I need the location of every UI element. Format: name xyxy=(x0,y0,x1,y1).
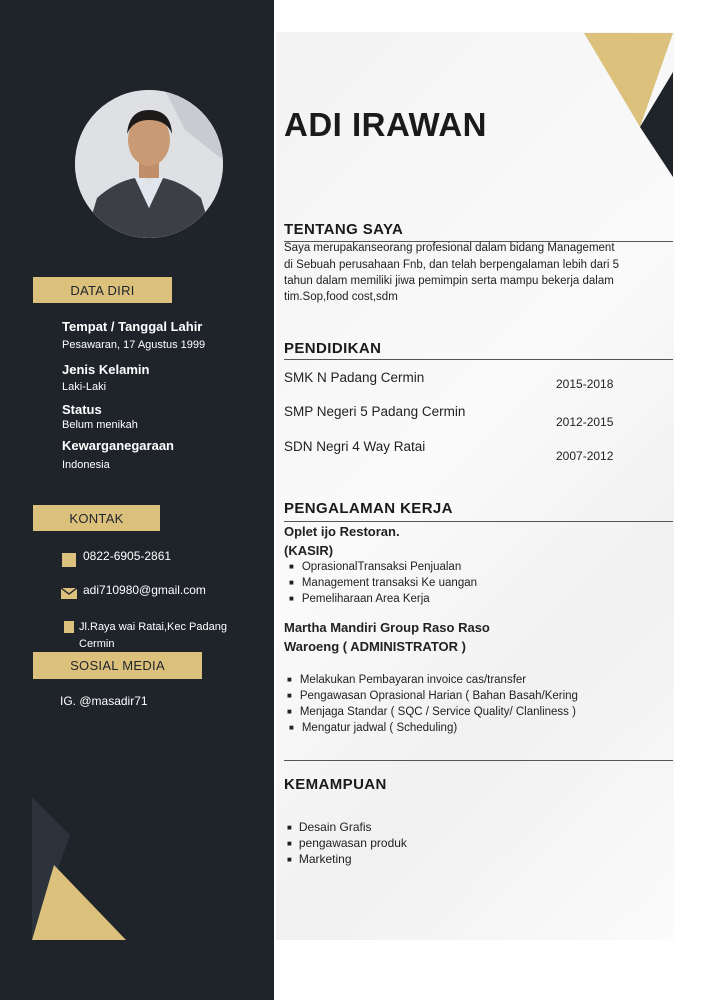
location-icon xyxy=(64,621,74,633)
heading-kemampuan: KEMAMPUAN xyxy=(284,776,387,793)
list-item: ■ Management transaksi Ke uangan xyxy=(289,577,477,589)
section-title: DATA DIRI xyxy=(70,282,135,298)
field-label-birth: Tempat / Tanggal Lahir xyxy=(62,319,203,334)
list-item: ■ pengawasan produk xyxy=(287,836,407,850)
field-label-status: Status xyxy=(62,402,102,417)
instagram-handle[interactable]: IG. @masadir71 xyxy=(60,694,148,708)
about-line: Saya merupakanseorang profesional dalam bidang Management xyxy=(284,242,615,254)
list-item: ■ Menjaga Standar ( SQC / Service Quality/ Clanliness ) xyxy=(287,706,576,718)
phone-icon xyxy=(62,553,76,567)
school-years: 2012-2015 xyxy=(556,415,614,429)
list-item: ■ Pemeliharaan Area Kerja xyxy=(289,593,430,605)
list-item: ■ Melakukan Pembayaran invoice cas/transfer xyxy=(287,674,526,686)
field-value-nationality: Indonesia xyxy=(62,459,110,471)
email-icon xyxy=(61,588,77,599)
school-years: 2015-2018 xyxy=(556,377,614,391)
section-label-kontak xyxy=(33,505,160,531)
email-address[interactable]: adi710980@gmail.com xyxy=(83,583,206,597)
school-years: 2007-2012 xyxy=(556,449,614,463)
phone-number[interactable]: 0822-6905-2861 xyxy=(83,549,172,563)
divider xyxy=(284,760,673,761)
bottom-left-decoration xyxy=(30,795,130,945)
job-role: (KASIR) xyxy=(284,543,334,558)
list-item: ■ Mengatur jadwal ( Scheduling) xyxy=(289,722,457,734)
job-company: Oplet ijo Restoran. xyxy=(284,524,400,539)
top-right-decoration xyxy=(560,32,674,182)
school-name: SDN Negri 4 Way Ratai xyxy=(284,439,426,454)
divider xyxy=(284,521,673,522)
school-name: SMP Negeri 5 Padang Cermin xyxy=(284,404,466,419)
about-line: di Sebuah perusahaan Fnb, dan telah berpengalaman lebih dari 5 xyxy=(284,259,620,271)
person-photo-icon xyxy=(75,90,223,238)
field-value-gender: Laki-Laki xyxy=(62,381,107,393)
list-item: ■ OprasionalTransaksi Penjualan xyxy=(289,561,461,573)
field-label-gender: Jenis Kelamin xyxy=(62,362,150,377)
section-label-data-diri xyxy=(33,277,172,303)
list-item: ■ Desain Grafis xyxy=(287,820,372,834)
about-line: tim.Sop,food cost,sdm xyxy=(284,291,398,303)
divider xyxy=(284,359,673,360)
school-name: SMK N Padang Cermin xyxy=(284,370,425,385)
about-line: tahun dalam memiliki jiwa pemimpin serta mampu bekerja dalam xyxy=(284,275,614,287)
heading-pendidikan: PENDIDIKAN xyxy=(284,340,382,357)
avatar xyxy=(75,90,223,238)
address-line-2: Cermin xyxy=(79,638,115,650)
heading-pengalaman-kerja: PENGALAMAN KERJA xyxy=(284,500,453,517)
section-label-sosial-media xyxy=(33,652,202,679)
field-label-nationality: Kewarganegaraan xyxy=(62,438,174,453)
section-title: SOSIAL MEDIA xyxy=(70,658,165,673)
page-title: ADI IRAWAN xyxy=(284,106,487,143)
list-item: ■ Pengawasan Oprasional Harian ( Bahan Basah/Kering xyxy=(287,690,578,702)
field-value-birth: Pesawaran, 17 Agustus 1999 xyxy=(62,339,206,351)
address-line-1: Jl.Raya wai Ratai,Kec Padang xyxy=(79,621,227,633)
field-value-status: Belum menikah xyxy=(62,419,138,431)
job-company-role: Waroeng ( ADMINISTRATOR ) xyxy=(284,639,466,654)
list-item: ■ Marketing xyxy=(287,852,352,866)
section-title: KONTAK xyxy=(69,510,124,526)
job-company: Martha Mandiri Group Raso Raso xyxy=(284,620,490,635)
heading-tentang-saya: TENTANG SAYA xyxy=(284,221,404,238)
